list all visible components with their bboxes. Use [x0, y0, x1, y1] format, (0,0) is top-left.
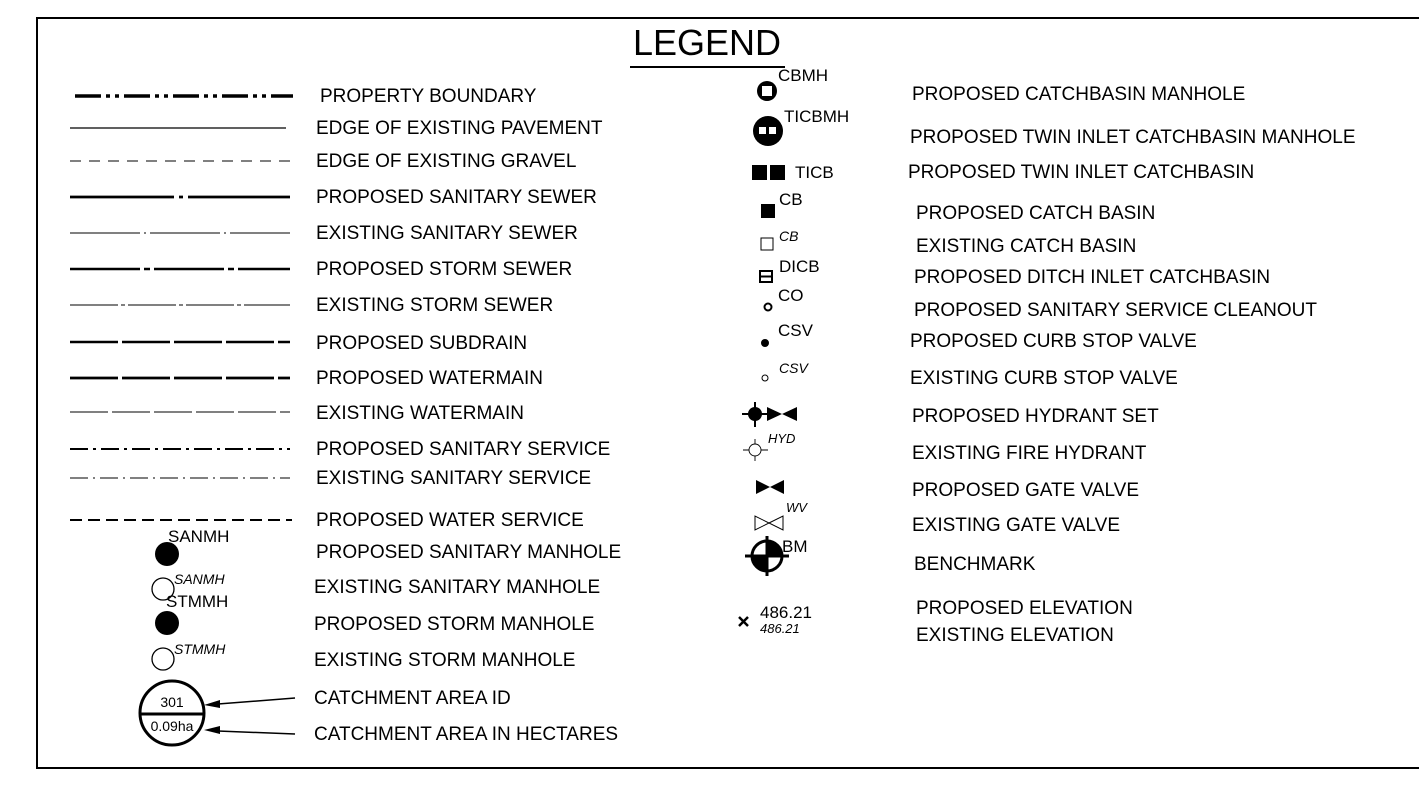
existing-storm-manhole-tag: STMMH	[174, 641, 226, 657]
catchbasin-manhole-tag: CBMH	[778, 66, 829, 85]
benchmark-tag: BM	[782, 537, 808, 556]
existing-fire-hydrant-symbol	[743, 439, 768, 461]
label-existing-watermain: EXISTING WATERMAIN	[316, 403, 524, 424]
label-existing-storm-manhole: EXISTING STORM MANHOLE	[314, 650, 576, 671]
legend-title: LEGEND	[633, 22, 782, 63]
label-existing-gate-valve: EXISTING GATE VALVE	[912, 515, 1120, 536]
label-proposed-water-service: PROPOSED WATER SERVICE	[316, 510, 584, 531]
curb-stop-valve-symbol	[761, 339, 769, 347]
existing-gate-valve-tag: WV	[786, 500, 807, 515]
label-proposed-subdrain: PROPOSED SUBDRAIN	[316, 333, 528, 354]
label-proposed-elevation: PROPOSED ELEVATION	[916, 598, 1133, 619]
label-proposed-gate-valve: PROPOSED GATE VALVE	[912, 480, 1140, 501]
label-proposed-sanitary-service-cleanout: PROPOSED SANITARY SERVICE CLEANOUT	[914, 300, 1317, 321]
label-existing-catch-basin: EXISTING CATCH BASIN	[916, 236, 1137, 257]
label-proposed-catchbasin-manhole: PROPOSED CATCHBASIN MANHOLE	[912, 84, 1246, 105]
cleanout-tag: CO	[778, 286, 804, 305]
twin-inlet-catchbasin-manhole-tag: TICBMH	[784, 107, 850, 126]
label-benchmark: BENCHMARK	[914, 554, 1036, 575]
label-existing-storm-sewer: EXISTING STORM SEWER	[316, 295, 554, 316]
label-catchment-area-hectares: CATCHMENT AREA IN HECTARES	[314, 724, 619, 745]
catchment-area: 0.09ha	[150, 718, 194, 734]
catchment-area-arrowhead	[204, 726, 220, 734]
label-edge-existing-gravel: EDGE OF EXISTING GRAVEL	[316, 151, 577, 172]
label-proposed-sanitary-manhole: PROPOSED SANITARY MANHOLE	[316, 542, 622, 563]
label-property-boundary: PROPERTY BOUNDARY	[320, 86, 537, 107]
existing-curb-stop-valve-tag: CSV	[779, 360, 808, 376]
catch-basin-tag: CB	[779, 190, 803, 209]
label-proposed-curb-stop-valve: PROPOSED CURB STOP VALVE	[910, 331, 1197, 352]
cleanout-symbol	[765, 304, 772, 311]
proposed-gate-valve-symbol	[756, 480, 784, 494]
twin-inlet-catchbasin-manhole-symbol	[753, 116, 783, 146]
label-proposed-storm-manhole: PROPOSED STORM MANHOLE	[314, 614, 595, 635]
proposed-storm-manhole-tag: STMMH	[166, 592, 229, 611]
label-proposed-ditch-inlet-catchbasin: PROPOSED DITCH INLET CATCHBASIN	[914, 267, 1271, 288]
label-proposed-sanitary-sewer: PROPOSED SANITARY SEWER	[316, 187, 597, 208]
label-proposed-catch-basin: PROPOSED CATCH BASIN	[916, 203, 1156, 224]
catchment-id-arrowhead	[204, 700, 220, 708]
label-existing-curb-stop-valve: EXISTING CURB STOP VALVE	[910, 368, 1178, 389]
existing-catch-basin-symbol	[761, 238, 773, 250]
label-edge-existing-pavement: EDGE OF EXISTING PAVEMENT	[316, 118, 603, 139]
label-proposed-storm-sewer: PROPOSED STORM SEWER	[316, 259, 573, 280]
ditch-inlet-catchbasin-tag: DICB	[779, 257, 820, 276]
existing-curb-stop-valve-symbol	[762, 375, 768, 381]
label-proposed-watermain: PROPOSED WATERMAIN	[316, 368, 543, 389]
catchment-area-leader	[218, 731, 295, 734]
catchment-id-leader	[218, 698, 295, 704]
label-proposed-sanitary-service: PROPOSED SANITARY SERVICE	[316, 439, 611, 460]
existing-catch-basin-tag: CB	[779, 228, 799, 244]
curb-stop-valve-tag: CSV	[778, 321, 813, 340]
existing-elevation-tag: 486.21	[760, 621, 800, 636]
elevation-marker-symbol	[739, 617, 748, 626]
label-catchment-area-id: CATCHMENT AREA ID	[314, 688, 511, 709]
label-proposed-twin-inlet-catchbasin: PROPOSED TWIN INLET CATCHBASIN	[908, 162, 1255, 183]
label-existing-fire-hydrant: EXISTING FIRE HYDRANT	[912, 443, 1147, 464]
existing-gate-valve-symbol	[755, 516, 783, 530]
catch-basin-symbol	[761, 204, 775, 218]
twin-inlet-catchbasin-tag: TICB	[795, 163, 834, 182]
twin-inlet-catchbasin-symbol-left	[752, 165, 767, 180]
existing-storm-manhole-symbol	[152, 648, 174, 670]
proposed-elevation-tag: 486.21	[760, 603, 812, 622]
proposed-storm-manhole-symbol	[155, 611, 179, 635]
catchment-id: 301	[160, 694, 184, 710]
label-existing-sanitary-service: EXISTING SANITARY SERVICE	[316, 468, 592, 489]
existing-sanitary-manhole-tag: SANMH	[174, 571, 225, 587]
label-existing-sanitary-manhole: EXISTING SANITARY MANHOLE	[314, 577, 601, 598]
twin-inlet-catchbasin-symbol-right	[770, 165, 785, 180]
existing-fire-hydrant-tag: HYD	[768, 431, 796, 446]
proposed-sanitary-manhole-tag: SANMH	[168, 527, 230, 546]
label-existing-sanitary-sewer: EXISTING SANITARY SEWER	[316, 223, 578, 244]
label-existing-elevation: EXISTING ELEVATION	[916, 625, 1114, 646]
label-proposed-hydrant-set: PROPOSED HYDRANT SET	[912, 406, 1159, 427]
label-proposed-twin-inlet-catchbasin-manhole: PROPOSED TWIN INLET CATCHBASIN MANHOLE	[910, 127, 1356, 148]
proposed-hydrant-set-symbol	[742, 402, 797, 427]
